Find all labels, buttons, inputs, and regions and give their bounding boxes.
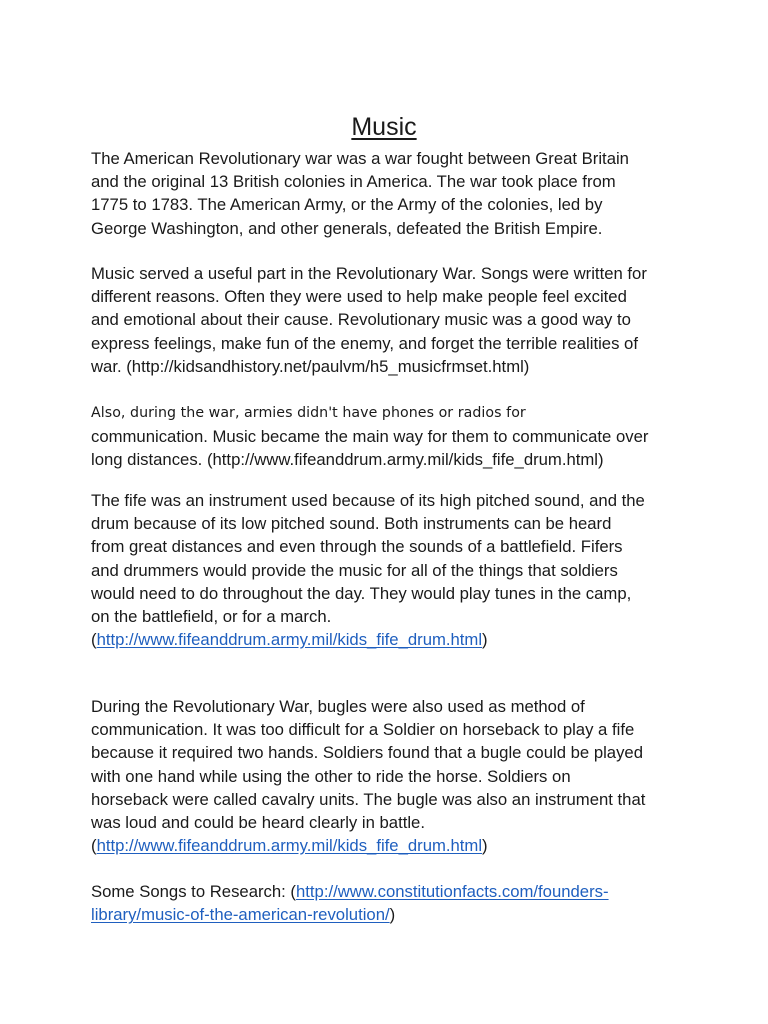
constitutionfacts-link-part1[interactable]: http://www.constitutionfacts.com/founders-: [295, 882, 609, 901]
text-line: Music served a useful part in the Revolutionary War. Songs were written for: [91, 264, 647, 283]
text-prefix: Some Songs to Research: (: [91, 882, 296, 901]
text-line: The American Revolutionary war was a war fought between Great Britain: [91, 149, 629, 168]
text-line: George Washington, and other generals, defeated the British Empire.: [91, 218, 603, 238]
text-line: would need to do throughout the day. They would play tunes in the camp,: [91, 583, 632, 603]
text-line: During the Revolutionary War, bugles were also used as method of: [91, 697, 585, 716]
page-title: Music: [351, 113, 417, 141]
text-line: The fife was an instrument used because of its high pitched sound, and the: [91, 491, 645, 510]
citation-open: (: [91, 630, 97, 650]
text-line: and the original 13 British colonies in America. The war took place from: [91, 172, 616, 192]
constitutionfacts-link-part2[interactable]: library/music-of-the-american-revolution/: [91, 905, 390, 925]
paragraph-intro: [91, 147, 691, 240]
text-line: war. (http://kidsandhistory.net/paulvm/h5_musicfrmset.html): [91, 356, 530, 376]
citation-close: ): [389, 905, 396, 925]
paragraph-bugles: [91, 695, 691, 857]
text-line: on the battlefield, or for a march.: [91, 607, 332, 627]
text-line: from great distances and even through the sounds of a battlefield. Fifers: [91, 537, 623, 557]
text-line: and drummers would provide the music for all of the things that soldiers: [91, 560, 618, 580]
text-line-lead: Also, during the war, armies didn't have phones or radios for: [91, 405, 526, 421]
citation-close: ): [482, 630, 488, 650]
text-line: horseback were called cavalry units. The bugle was also an instrument that: [91, 789, 646, 809]
text-line: and emotional about their cause. Revolutionary music was a good way to: [91, 310, 631, 330]
paragraph-songs-to-research: [91, 880, 691, 926]
text-line: 1775 to 1783. The American Army, or the Army of the colonies, led by: [91, 195, 603, 215]
fifeanddrum-link[interactable]: http://www.fifeanddrum.army.mil/kids_fife_drum.html: [96, 630, 483, 650]
text-line: communication. Music became the main way for them to communicate over: [91, 427, 649, 447]
paragraph-fife-drum: [91, 489, 691, 651]
text-line: was loud and could be heard clearly in battle.: [91, 813, 425, 833]
citation-close: ): [482, 836, 488, 856]
text-line: drum because of its low pitched sound. Both instruments can be heard: [91, 514, 612, 534]
text-line: different reasons. Often they were used to help make people feel excited: [91, 287, 627, 307]
citation-open: (: [91, 836, 97, 856]
text-line: communication. It was too difficult for a Soldier on horseback to play a fife: [91, 720, 635, 740]
fifeanddrum-link[interactable]: http://www.fifeanddrum.army.mil/kids_fife_drum.html: [96, 836, 483, 856]
text-line: express feelings, make fun of the enemy, and forget the terrible realities of: [91, 333, 638, 353]
paragraph-music-purpose: [91, 262, 691, 378]
text-line: with one hand while using the other to ride the horse. Soldiers on: [91, 766, 571, 786]
paragraph-communication: [91, 400, 691, 472]
text-line: long distances. (http://www.fifeanddrum.army.mil/kids_fife_drum.html): [91, 450, 604, 470]
text-line: because it required two hands. Soldiers found that a bugle could be played: [91, 743, 643, 763]
